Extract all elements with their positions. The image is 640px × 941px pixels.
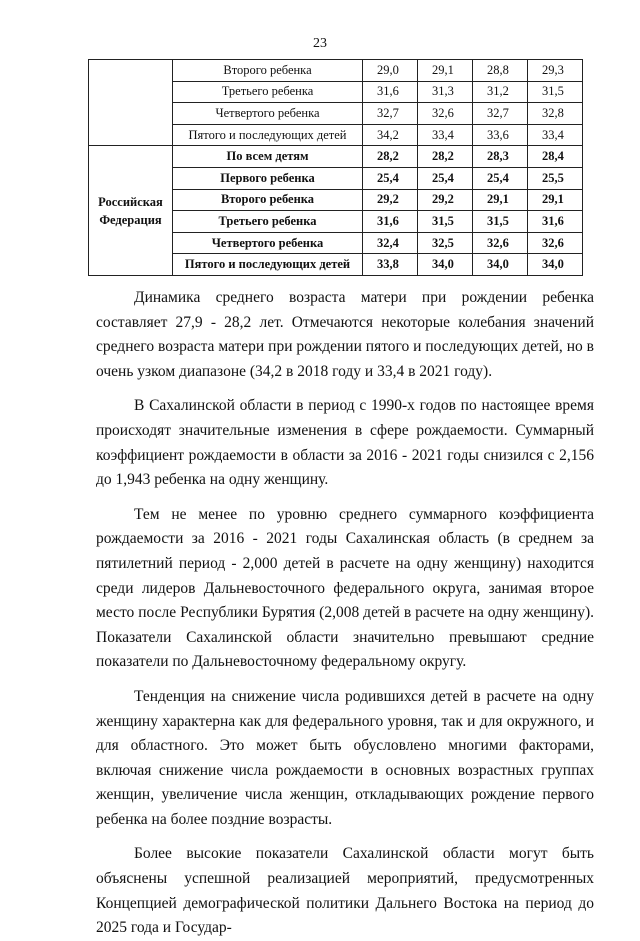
region-cell: Российская Федерация [89, 146, 173, 276]
table-cell: 25,5 [528, 167, 583, 189]
paragraph: Тенденция на снижение числа родившихся детей в расчете на одну женщину характерна как для федерального уровня, так и для окружного, и для областного. Это может быть обусловлено многими факторами, включая снижение числа рождаемости в основных возрастных группах женщин, увеличение числа женщин, откладывающих рождение первого ребенка на более поздние возрасты. [96, 687, 594, 828]
table-cell: 25,4 [473, 167, 528, 189]
row-label: Пятого и последующих детей [173, 254, 363, 276]
paragraph: Более высокие показатели Сахалинской области могут быть объяснены успешной реализацией мероприятий, предусмотренных Концепцией демографической политики Дальнего Востока на период до 2025 года и Государ- [96, 845, 594, 937]
table-cell: 25,4 [363, 167, 418, 189]
table-cell: 29,1 [473, 189, 528, 211]
paragraph: Тем не менее по уровню среднего суммарного коэффициента рождаемости за 2016 - 2021 годы Сахалинская область (в среднем за пятилетний период - 2,000 детей в расчете на одну женщину) находится среди лидеров Дальневосточного федерального округа, занимая второе место после Республики Бурятия (2,008 детей в расчете на одну женщину). Показатели Сахалинской области значительно превышают средние показатели по Дальневосточному федеральному округу. [96, 505, 594, 671]
table-cell: 32,4 [363, 232, 418, 254]
table-cell: 28,4 [528, 146, 583, 168]
table-cell: 29,1 [528, 189, 583, 211]
table-cell: 29,0 [363, 60, 418, 82]
table-row [89, 60, 583, 82]
table-cell: 34,0 [528, 254, 583, 276]
row-label: Первого ребенка [173, 167, 363, 189]
table-cell: 25,4 [418, 167, 473, 189]
table-row [89, 146, 583, 168]
table-cell: 32,6 [473, 232, 528, 254]
table-cell: 31,3 [418, 81, 473, 103]
table-cell: 32,7 [363, 103, 418, 125]
table-cell: 32,8 [528, 103, 583, 125]
table-cell: 32,5 [418, 232, 473, 254]
table-cell: 33,4 [528, 124, 583, 146]
table-cell: 28,2 [363, 146, 418, 168]
row-label: Четвертого ребенка [173, 232, 363, 254]
body-text [96, 286, 594, 941]
table-cell: 31,2 [473, 81, 528, 103]
page-number: 23 [313, 36, 327, 51]
row-label: Второго ребенка [173, 60, 363, 82]
row-label: Третьего ребенка [173, 211, 363, 233]
table-cell: 33,6 [473, 124, 528, 146]
table-cell: 34,0 [473, 254, 528, 276]
table-cell: 34,2 [363, 124, 418, 146]
table-cell: 29,2 [418, 189, 473, 211]
table-cell: 31,5 [473, 211, 528, 233]
table-cell: 31,6 [363, 211, 418, 233]
row-label: Второго ребенка [173, 189, 363, 211]
table-cell: 29,2 [363, 189, 418, 211]
table-cell: 33,4 [418, 124, 473, 146]
paragraph: В Сахалинской области в период с 1990-х годов по настоящее время происходят значительные изменения в сфере рождаемости. Суммарный коэффициент рождаемости в области за 2016 - 2021 годы снизился с 2,156 до 1,943 ребенка на одну женщину. [96, 397, 594, 489]
row-label: Третьего ребенка [173, 81, 363, 103]
table-cell: 28,2 [418, 146, 473, 168]
table-cell: 34,0 [418, 254, 473, 276]
table-cell: 29,1 [418, 60, 473, 82]
table-cell: 32,7 [473, 103, 528, 125]
row-label: Пятого и последующих детей [173, 124, 363, 146]
table-cell: 29,3 [528, 60, 583, 82]
table-cell: 33,8 [363, 254, 418, 276]
region-cell [89, 60, 173, 146]
table-cell: 28,3 [473, 146, 528, 168]
table-cell: 32,6 [418, 103, 473, 125]
table-cell: 31,6 [363, 81, 418, 103]
table-cell: 31,5 [528, 81, 583, 103]
table-cell: 28,8 [473, 60, 528, 82]
table-cell: 31,5 [418, 211, 473, 233]
row-label: Четвертого ребенка [173, 103, 363, 125]
paragraph: Динамика среднего возраста матери при рождении ребенка составляет 27,9 - 28,2 лет. Отмечаются некоторые колебания значений среднего возраста матери при рождении пятого и последующих детей, но в очень узком диапазоне (34,2 в 2018 году и 33,4 в 2021 году). [96, 289, 594, 380]
table-cell: 31,6 [528, 211, 583, 233]
table-cell: 32,6 [528, 232, 583, 254]
row-label: По всем детям [173, 146, 363, 168]
age-of-mother-table [88, 59, 583, 276]
